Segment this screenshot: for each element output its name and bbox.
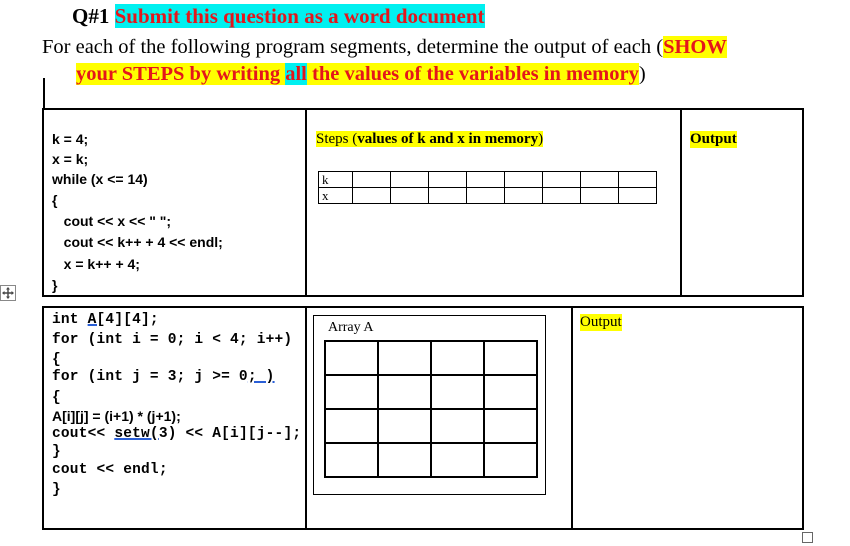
output-header-1: Output [690,131,737,147]
step-cell[interactable] [543,188,581,204]
code-line: int A[4][4]; [52,312,159,328]
array-cell-input[interactable] [325,375,378,409]
array-cell-input[interactable] [378,443,431,477]
resize-handle-icon[interactable] [802,532,813,543]
code-line: cout << x << " "; [52,213,172,229]
code-line: while (x <= 14) [52,171,148,187]
all-keyword: all [285,63,307,85]
step-cell[interactable] [505,172,543,188]
show-keyword: SHOW [663,36,727,58]
step-cell[interactable] [391,172,429,188]
array-cell-input[interactable] [378,341,431,375]
instruction-line-2: your STEPS by writing all the values of the variables in memory) [76,63,646,85]
step-cell[interactable] [467,188,505,204]
question-title [72,4,485,29]
step-cell[interactable] [353,172,391,188]
step-cell[interactable] [391,188,429,204]
array-cell-input[interactable] [431,443,484,477]
array-row [325,341,537,375]
array-grid [324,340,538,478]
steps-row-x [319,188,657,204]
code-line: } [52,444,61,460]
array-row [325,375,537,409]
code-line: { [52,192,58,208]
code-line: for (int i = 0; i < 4; i++) [52,332,293,348]
code-line: x = k; [52,151,89,167]
array-cell-input[interactable] [431,375,484,409]
array-cell-input[interactable] [484,443,537,477]
array-cell-input[interactable] [431,341,484,375]
step-cell[interactable] [429,188,467,204]
row-label: x [319,188,353,204]
steps-header: Steps (values of k and x in memory) [316,131,544,147]
array-label: Array A [328,320,374,335]
row-label: k [319,172,353,188]
array-cell-input[interactable] [378,409,431,443]
code-line: } [52,277,58,293]
array-cell-input[interactable] [484,375,537,409]
code-line: A[i][j] = (i+1) * (j+1); [52,408,181,424]
array-cell-input[interactable] [325,409,378,443]
margin-line [43,78,45,108]
array-cell-input[interactable] [484,409,537,443]
array-row [325,409,537,443]
code-line: { [52,352,61,368]
steps-table [318,171,657,204]
array-cell-input[interactable] [431,409,484,443]
code-line: cout << endl; [52,462,168,478]
code-line: k = 4; [52,131,89,147]
code-line: } [52,482,61,498]
instruction-line-1: For each of the following program segments, determine the output of each (SHOW [42,36,727,58]
step-cell[interactable] [467,172,505,188]
array-cell-input[interactable] [484,341,537,375]
output-header-2: Output [580,314,622,330]
move-arrows-icon [2,287,14,299]
array-cell-input[interactable] [378,375,431,409]
code-line: cout << k++ + 4 << endl; [52,234,223,250]
array-cell-input[interactable] [325,341,378,375]
step-cell[interactable] [619,188,657,204]
array-row [325,443,537,477]
move-icon[interactable] [0,285,16,301]
step-cell[interactable] [619,172,657,188]
step-cell[interactable] [429,172,467,188]
code-line: x = k++ + 4; [52,256,140,272]
step-cell[interactable] [581,188,619,204]
step-cell[interactable] [505,188,543,204]
step-cell[interactable] [543,172,581,188]
code-line: cout<< setw(3) << A[i][j--]; [52,426,302,442]
question-number: Q#1 [72,4,115,28]
code-line: for (int j = 3; j >= 0; ) [52,369,275,385]
submit-instruction: Submit this question as a word document [114,4,485,28]
array-cell-input[interactable] [325,443,378,477]
steps-row-k [319,172,657,188]
code-line: { [52,390,61,406]
instructions [42,34,832,88]
step-cell[interactable] [581,172,619,188]
step-cell[interactable] [353,188,391,204]
